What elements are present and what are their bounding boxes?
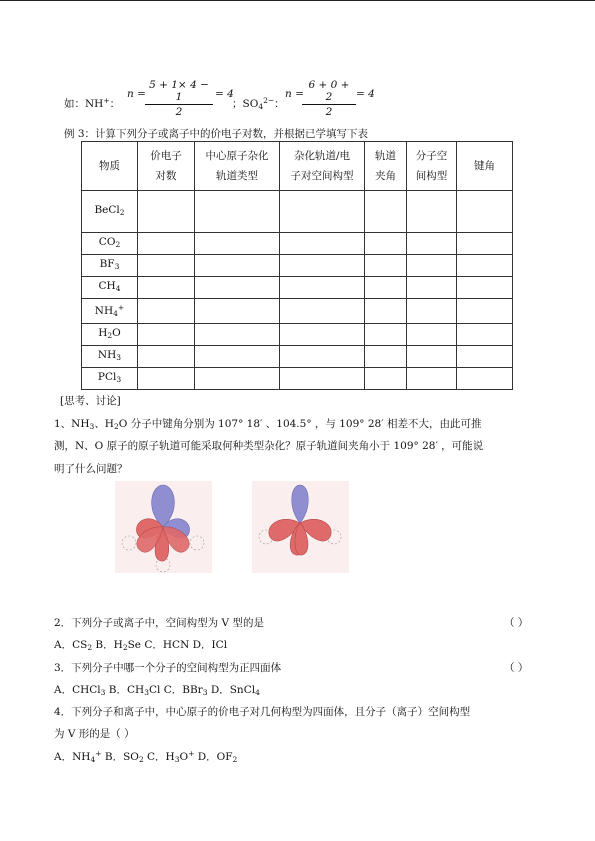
cell-blank[interactable] <box>407 324 457 346</box>
cell-blank[interactable] <box>457 346 513 368</box>
table-row <box>82 324 513 346</box>
cell-blank[interactable] <box>138 277 195 299</box>
row-substance: $H_2O$ <box>82 324 138 346</box>
cell-blank[interactable] <box>195 255 280 277</box>
header-bond-angle: 键角 <box>457 142 513 191</box>
cell-blank[interactable] <box>407 368 457 390</box>
cell-blank[interactable] <box>138 368 195 390</box>
table-row <box>82 233 513 255</box>
cell-blank[interactable] <box>280 277 365 299</box>
example-heading: 例 3：计算下列分子或离子中的价电子对数，并根据已学填写下表 <box>64 128 369 140</box>
cell-blank[interactable] <box>280 299 365 324</box>
cell-blank[interactable] <box>138 255 195 277</box>
cell-blank[interactable] <box>457 191 513 233</box>
question-2: 2．下列分子或离子中，空间构型为 V 型的是 <box>54 617 264 629</box>
cell-blank[interactable] <box>195 277 280 299</box>
question-4-line-2: 为 V 形的是（ ） <box>54 728 135 740</box>
cell-blank[interactable] <box>138 233 195 255</box>
cell-blank[interactable] <box>407 233 457 255</box>
h2o-orbital-figure <box>252 481 349 573</box>
cell-blank[interactable] <box>365 368 407 390</box>
question-3-options: A．CHCl$_3$ B．$CH_3Cl$ C．BBr$_3$ D．SnCl$_4$ <box>54 684 260 697</box>
top-rule <box>0 0 595 1</box>
cell-blank[interactable] <box>457 277 513 299</box>
header-electron-geometry: 杂化轨道/电 子对空间构型 <box>280 142 365 191</box>
formula-so4-result: = 4 <box>356 88 375 100</box>
cell-blank[interactable] <box>195 324 280 346</box>
question-4-options: A．$NH_4^+$ B．$SO_2$ C．$H_3O^+$ D．$OF_2$ <box>54 749 238 764</box>
question-1-line-3: 明了什么问题？ <box>54 463 128 475</box>
hybridization-table <box>81 141 513 390</box>
formula-nh4-prefix: 如：NH+： <box>64 96 121 110</box>
discussion-heading: [思考、讨论] <box>60 395 121 407</box>
formula-so4-n: n = <box>285 88 304 100</box>
header-molecular-shape: 分子空 间构型 <box>407 142 457 191</box>
cell-blank[interactable] <box>365 233 407 255</box>
cell-blank[interactable] <box>280 255 365 277</box>
cell-blank[interactable] <box>407 277 457 299</box>
table-header-row <box>82 142 513 191</box>
question-2-options: A．$CS_2$ B．$H_2Se$ C．HCN D．ICl <box>54 639 228 652</box>
table-row <box>82 346 513 368</box>
question-3: 3．下列分子中哪一个分子的空间构型为正四面体 <box>54 662 282 674</box>
row-substance: $CO_2$ <box>82 233 138 255</box>
cell-blank[interactable] <box>457 324 513 346</box>
table-row <box>82 368 513 390</box>
cell-blank[interactable] <box>280 191 365 233</box>
cell-blank[interactable] <box>138 346 195 368</box>
header-hybrid-type: 中心原子杂化 轨道类型 <box>195 142 280 191</box>
cell-blank[interactable] <box>195 346 280 368</box>
row-substance: PCl$_3$ <box>82 368 138 390</box>
cell-blank[interactable] <box>407 255 457 277</box>
nh3-orbital-figure <box>115 481 212 573</box>
cell-blank[interactable] <box>195 191 280 233</box>
question-1-line-2: 测，N、O 原子的原子轨道可能采取何种类型杂化？原子轨道间夹角小于 109° 28′ ，可能说 <box>54 440 484 452</box>
table-row <box>82 299 513 324</box>
cell-blank[interactable] <box>280 233 365 255</box>
cell-blank[interactable] <box>407 346 457 368</box>
cell-blank[interactable] <box>407 191 457 233</box>
row-substance: $CH_4$ <box>82 277 138 299</box>
cell-blank[interactable] <box>280 346 365 368</box>
cell-blank[interactable] <box>365 299 407 324</box>
formula-so4-prefix: ；$SO_4^{2-}$： <box>232 96 285 111</box>
cell-blank[interactable] <box>195 233 280 255</box>
question-4-line-1: 4．下列分子和离子中，中心原子的价电子对几何构型为四面体，且分子（离子）空间构型 <box>54 706 471 718</box>
cell-blank[interactable] <box>138 324 195 346</box>
formula-nh4-result: = 4 <box>215 88 234 100</box>
row-substance: $BF_3$ <box>82 255 138 277</box>
row-substance: $NH_3$ <box>82 346 138 368</box>
table-row <box>82 255 513 277</box>
table-row <box>82 191 513 233</box>
formula-nh4-n: n = <box>127 88 146 100</box>
cell-blank[interactable] <box>407 299 457 324</box>
cell-blank[interactable] <box>365 191 407 233</box>
question-3-answer-blank[interactable]: （ ） <box>504 662 529 674</box>
cell-blank[interactable] <box>457 299 513 324</box>
formula-so4-fraction: 6 + 0 + 2 2 <box>302 79 356 118</box>
cell-blank[interactable] <box>195 299 280 324</box>
cell-blank[interactable] <box>365 346 407 368</box>
cell-blank[interactable] <box>195 368 280 390</box>
question-2-answer-blank[interactable]: （ ） <box>504 617 529 629</box>
header-substance: 物质 <box>82 142 138 191</box>
cell-blank[interactable] <box>365 324 407 346</box>
header-orbital-angle: 轨道 夹角 <box>365 142 407 191</box>
cell-blank[interactable] <box>365 255 407 277</box>
cell-blank[interactable] <box>138 299 195 324</box>
row-substance: BeCl$_2$ <box>82 191 138 233</box>
cell-blank[interactable] <box>280 368 365 390</box>
cell-blank[interactable] <box>457 368 513 390</box>
cell-blank[interactable] <box>457 233 513 255</box>
row-substance: $NH_4^+$ <box>82 299 138 324</box>
formula-nh4-fraction: 5 + 1× 4 − 1 2 <box>145 79 213 118</box>
table-row <box>82 277 513 299</box>
header-valence-pairs: 价电子 对数 <box>138 142 195 191</box>
cell-blank[interactable] <box>365 277 407 299</box>
cell-blank[interactable] <box>138 191 195 233</box>
cell-blank[interactable] <box>280 324 365 346</box>
question-1-line-1: 1、$NH_3$、$H_2O$ 分子中键角分别为 107° 18′ 、104.5° ，与 109° 28′ 相差不大，由此可推 <box>54 418 482 431</box>
cell-blank[interactable] <box>457 255 513 277</box>
